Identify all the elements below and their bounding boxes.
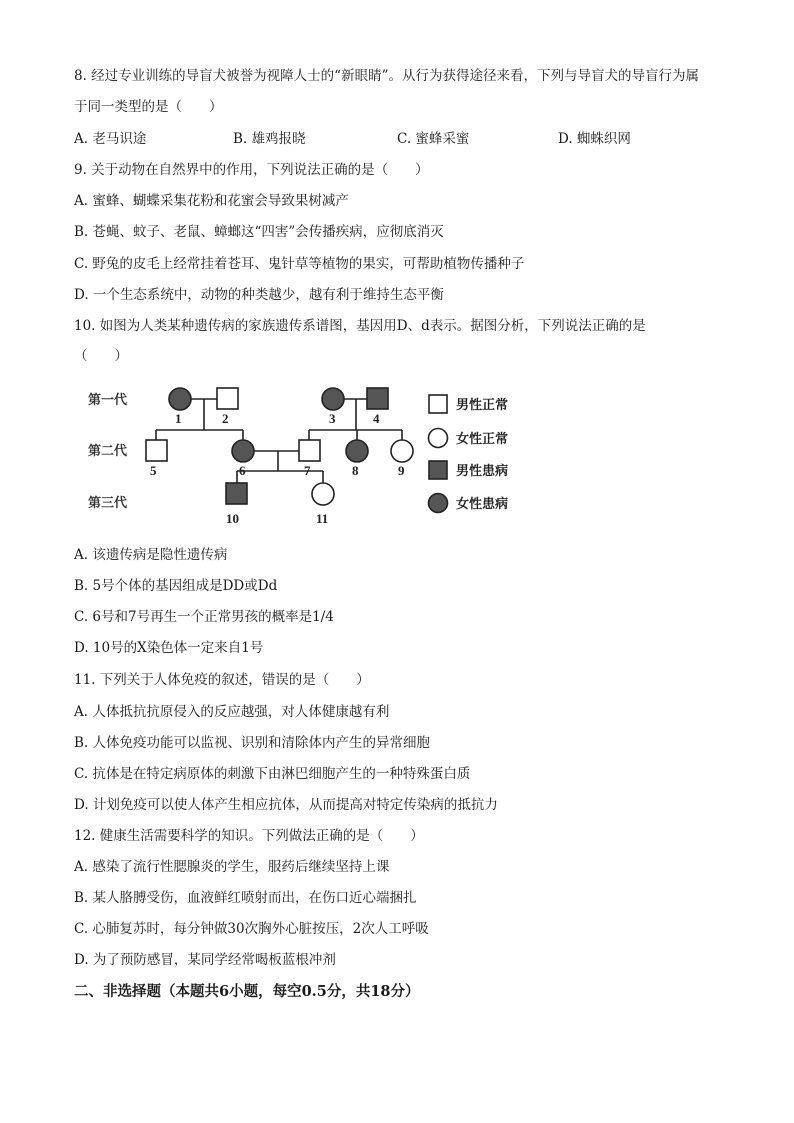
q9-option-a: A. 蜜蜂、蝴蝶采集花粉和花蜜会导致果树减产 — [74, 193, 349, 209]
num-9: 9 — [398, 463, 405, 478]
q10-option-d: D. 10号的X染色体一定来自1号 — [74, 640, 264, 656]
num-8: 8 — [352, 463, 359, 478]
num-1: 1 — [175, 411, 182, 426]
q8-stem-line2: 于同一类型的是（ ） — [74, 99, 223, 115]
q11-option-c: C. 抗体是在特定病原体的刺激下由淋巴细胞产生的一种特殊蛋白质 — [74, 766, 471, 782]
pedigree-symbols — [146, 388, 413, 505]
individual-1-affected-female — [169, 388, 191, 410]
num-11: 11 — [316, 511, 329, 526]
q10-stem-line2: （ ） — [74, 348, 128, 364]
q8-option-c: C. 蜜蜂采蜜 — [397, 131, 470, 147]
legend-normal-female-symbol — [429, 429, 448, 448]
legend-affected-male: 男性患病 — [456, 464, 509, 479]
q8-option-a: A. 老马识途 — [74, 131, 147, 147]
gen-label-1: 第一代 — [88, 393, 128, 408]
q9-option-b: B. 苍蝇、蚊子、老鼠、蟑螂这“四害”会传播疾病，应彻底消灭 — [74, 224, 444, 240]
legend-affected-female: 女性患病 — [456, 497, 509, 512]
individual-5-normal-male — [146, 440, 167, 461]
q10-option-b: B. 5号个体的基因组成是DD或Dd — [74, 578, 278, 594]
q9-stem: 9. 关于动物在自然界中的作用，下列说法正确的是（ ） — [74, 162, 429, 178]
pedigree-lines — [156, 399, 402, 483]
gen-label-2: 第二代 — [88, 444, 128, 459]
legend-normal-male: 男性正常 — [456, 398, 509, 413]
q11-option-b: B. 人体免疫功能可以监视、识别和清除体内产生的异常细胞 — [74, 735, 431, 751]
q12-option-b: B. 某人胳膊受伤，血液鲜红喷射而出，在伤口近心端捆扎 — [74, 890, 417, 906]
q9-option-d: D. 一个生态系统中，动物的种类越少，越有利于维持生态平衡 — [74, 287, 444, 303]
q12-option-c: C. 心肺复苏时，每分钟做30次胸外心脏按压，2次人工呼吸 — [74, 921, 429, 937]
num-6: 6 — [239, 463, 246, 478]
num-3: 3 — [329, 411, 336, 426]
q11-stem: 11. 下列关于人体免疫的叙述，错误的是（ ） — [74, 672, 370, 688]
individual-6-affected-female — [232, 440, 254, 462]
individual-7-normal-male — [299, 440, 320, 461]
gen-label-3: 第三代 — [88, 496, 128, 511]
num-7: 7 — [304, 463, 311, 478]
q12-option-a: A. 感染了流行性腮腺炎的学生，服药后继续坚持上课 — [74, 859, 390, 875]
legend-affected-female-symbol — [429, 494, 448, 513]
pedigree-legend — [429, 395, 509, 513]
legend-normal-female: 女性正常 — [456, 432, 509, 447]
num-4: 4 — [373, 411, 380, 426]
individual-4-affected-male — [367, 388, 388, 409]
q10-option-c: C. 6号和7号再生一个正常男孩的概率是1/4 — [74, 609, 334, 625]
q10-option-a: A. 该遗传病是隐性遗传病 — [74, 547, 228, 563]
q12-stem: 12. 健康生活需要科学的知识。下列做法正确的是（ ） — [74, 828, 424, 844]
legend-affected-male-symbol — [429, 461, 447, 479]
section2-heading: 二、非选择题（本题共6小题，每空0.5分，共18分） — [74, 983, 420, 1000]
q8-stem-line1: 8. 经过专业训练的导盲犬被誉为视障人士的“新眼睛”。从行为获得途径来看，下列与导盲犬的导盲行为属 — [74, 68, 699, 84]
q10-stem-line1: 10. 如图为人类某种遗传病的家族遗传系谱图，基因用D、d表示。据图分析，下列说法正确的是 — [74, 318, 646, 334]
num-10: 10 — [226, 511, 239, 526]
q12-option-d: D. 为了预防感冒，某同学经常喝板蓝根冲剂 — [74, 952, 336, 968]
q11-option-d: D. 计划免疫可以使人体产生相应抗体，从而提高对特定传染病的抵抗力 — [74, 797, 498, 813]
individual-11-normal-female — [312, 483, 334, 505]
q8-option-b: B. 雄鸡报晓 — [233, 131, 306, 147]
generation-labels — [88, 392, 128, 511]
q8-option-d: D. 蜘蛛织网 — [558, 131, 631, 147]
q11-option-a: A. 人体抵抗抗原侵入的反应越强，对人体健康越有利 — [74, 704, 390, 720]
individual-9-normal-female — [391, 440, 413, 462]
legend-normal-male-symbol — [429, 395, 447, 413]
num-5: 5 — [150, 463, 157, 478]
individual-10-affected-male — [226, 483, 247, 504]
individual-2-normal-male — [217, 388, 238, 409]
individual-8-affected-female — [346, 440, 368, 462]
q9-option-c: C. 野兔的皮毛上经常挂着苍耳、鬼针草等植物的果实，可帮助植物传播种子 — [74, 256, 525, 272]
individual-3-affected-female — [322, 388, 344, 410]
pedigree-chart — [86, 375, 538, 531]
num-2: 2 — [222, 411, 229, 426]
